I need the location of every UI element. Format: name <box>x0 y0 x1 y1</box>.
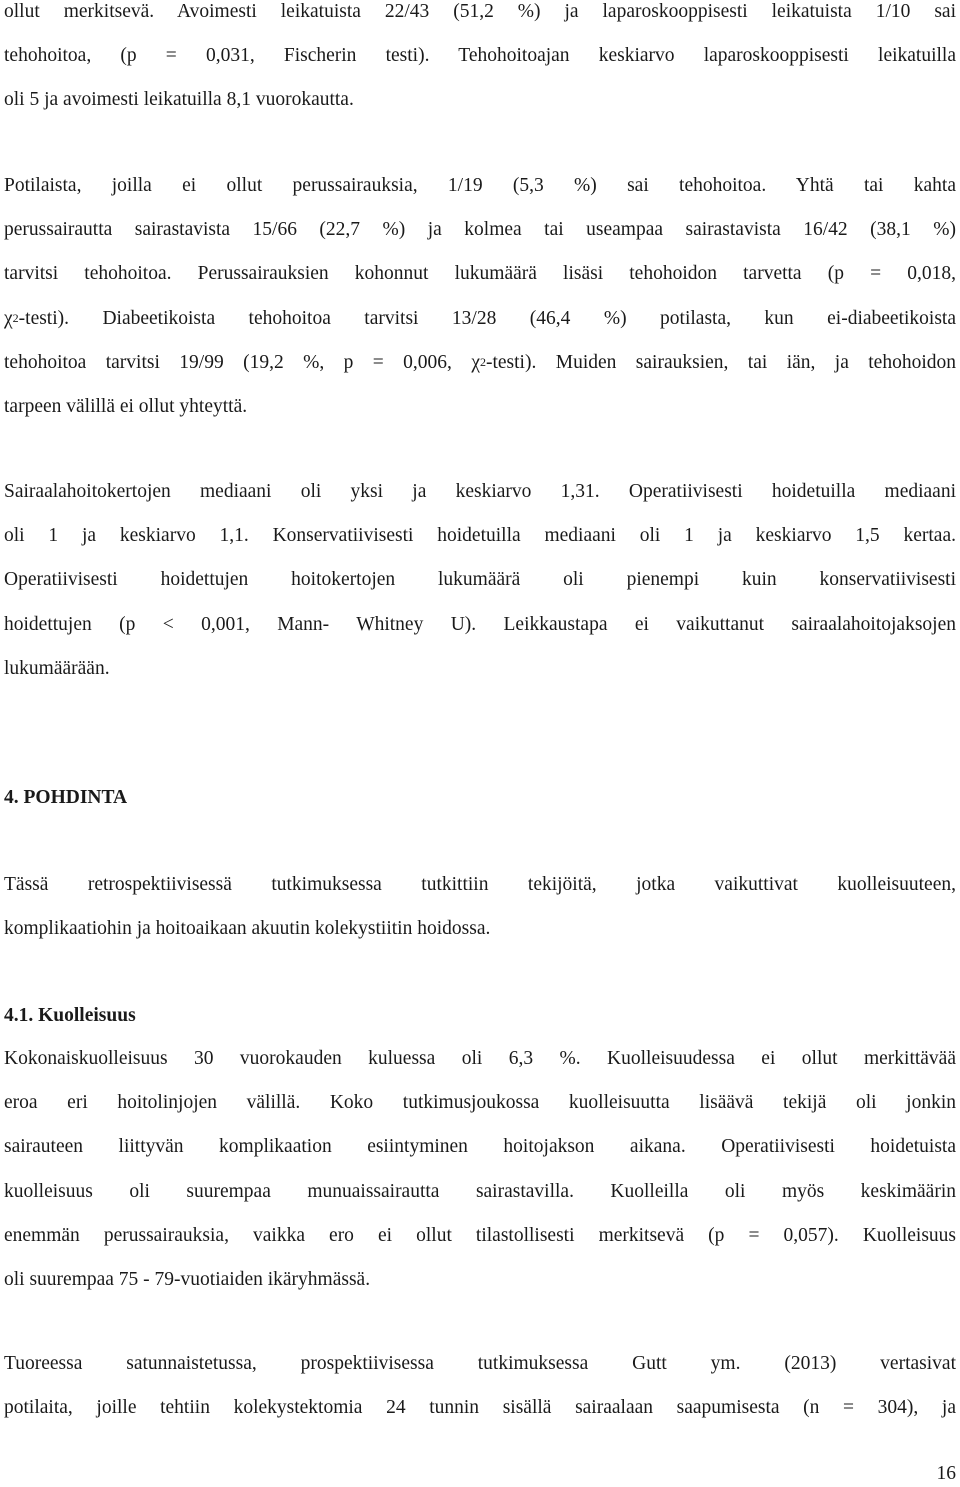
line-text: tehohoitoa tarvitsi 19/99 (19,2 %, p = 0,006, χ <box>4 351 480 373</box>
paragraph-line: tarvitsi tehohoitoa. Perussairauksien kohonnut lukumäärä lisäsi tehohoidon tarvetta (p = 0,018, <box>4 263 956 285</box>
paragraph-line <box>4 351 956 395</box>
paragraph-line: oli suurempaa 75 - 79-vuotiaiden ikäryhmässä. <box>4 1268 371 1290</box>
paragraph-line: tarpeen välillä ei ollut yhteyttä. <box>4 395 248 417</box>
paragraph-line: lukumäärään. <box>4 657 110 679</box>
paragraph-line: Tuoreessa satunnaistetussa, prospektiivisessa tutkimuksessa Gutt ym. (2013) vertasivat <box>4 1353 956 1374</box>
paragraph-3 <box>4 480 956 701</box>
chi-symbol: χ <box>4 307 13 329</box>
paragraph-line: Tässä retrospektiivisessä tutkimuksessa tutkittiin tekijöitä, jotka vaikuttivat kuolleisuuteen, <box>4 874 956 895</box>
paragraph-1 <box>4 0 956 133</box>
paragraph-line: tehohoitoa, (p = 0,031, Fischerin testi). Tehohoitoajan keskiarvo laparoskooppisesti leikatuilla <box>4 45 956 67</box>
paragraph-line: enemmän perussairauksia, vaikka ero ei ollut tilastollisesti merkitsevä (p = 0,057). Kuolleisuus <box>4 1224 956 1246</box>
paragraph-line <box>4 307 956 351</box>
superscript: 2 <box>12 310 19 325</box>
line-text: -testi). Diabeetikoista tehohoitoa tarvitsi 13/28 (46,4 %) potilasta, kun ei-diabeetikoista <box>18 307 956 329</box>
paragraph-line: ollut merkitsevä. Avoimesti leikatuista 22/43 (51,2 %) ja laparoskooppisesti leikatuista 1/10 sai <box>4 1 956 22</box>
paragraph-line: Kokonaiskuolleisuus 30 vuorokauden kuluessa oli 6,3 %. Kuolleisuudessa ei ollut merkittävää <box>4 1048 956 1069</box>
paragraph-line: Sairaalahoitokertojen mediaani oli yksi ja keskiarvo 1,31. Operatiivisesti hoidetuilla mediaani <box>4 481 956 502</box>
section-heading: 4. POHDINTA <box>4 787 128 808</box>
paragraph-line: potilaita, joille tehtiin kolekystektomia 24 tunnin sisällä sairaalaan saapumisesta (n = 304), ja <box>4 1397 956 1419</box>
paragraph-line: oli 1 ja keskiarvo 1,1. Konservatiivisesti hoidetuilla mediaani oli 1 ja keskiarvo 1,5 kertaa. <box>4 525 956 547</box>
paragraph-line: Potilaista, joilla ei ollut perussairauksia, 1/19 (5,3 %) sai tehohoitoa. Yhtä tai kahta <box>4 175 956 196</box>
paragraph-line: hoidettujen (p < 0,001, Mann- Whitney U). Leikkaustapa ei vaikuttanut sairaalahoitojaksojen <box>4 613 956 635</box>
subsection-heading: 4.1. Kuolleisuus <box>4 1005 136 1026</box>
paragraph-line: Operatiivisesti hoidettujen hoitokertojen lukumäärä oli pienempi kuin konservatiivisesti <box>4 569 956 591</box>
paragraph-line: kuolleisuus oli suurempaa munuaissairautta sairastavilla. Kuolleilla oli myös keskimäärin <box>4 1180 956 1202</box>
section-41-paragraph <box>4 1047 956 1312</box>
paragraph-line: komplikaatiohin ja hoitoaikaan akuutin kolekystiitin hoidossa. <box>4 918 491 940</box>
paragraph-last <box>4 1352 956 1440</box>
paragraph-line: perussairautta sairastavista 15/66 (22,7 %) ja kolmea tai useampaa sairastavista 16/42 (38,1 %) <box>4 219 956 241</box>
paragraph-line: sairauteen liittyvän komplikaation esiintyminen hoitojakson aikana. Operatiivisesti hoidetuista <box>4 1136 956 1158</box>
line-text: -testi). Muiden sairauksien, tai iän, ja tehohoidon <box>485 351 957 373</box>
paragraph-2 <box>4 174 956 439</box>
section-4-paragraph <box>4 873 956 961</box>
paragraph-line: eroa eri hoitolinjojen välillä. Koko tutkimusjoukossa kuolleisuutta lisäävä tekijä oli jonkin <box>4 1092 956 1114</box>
page-number: 16 <box>936 1463 956 1484</box>
paragraph-line: oli 5 ja avoimesti leikatuilla 8,1 vuorokautta. <box>4 89 354 111</box>
superscript: 2 <box>479 354 486 369</box>
